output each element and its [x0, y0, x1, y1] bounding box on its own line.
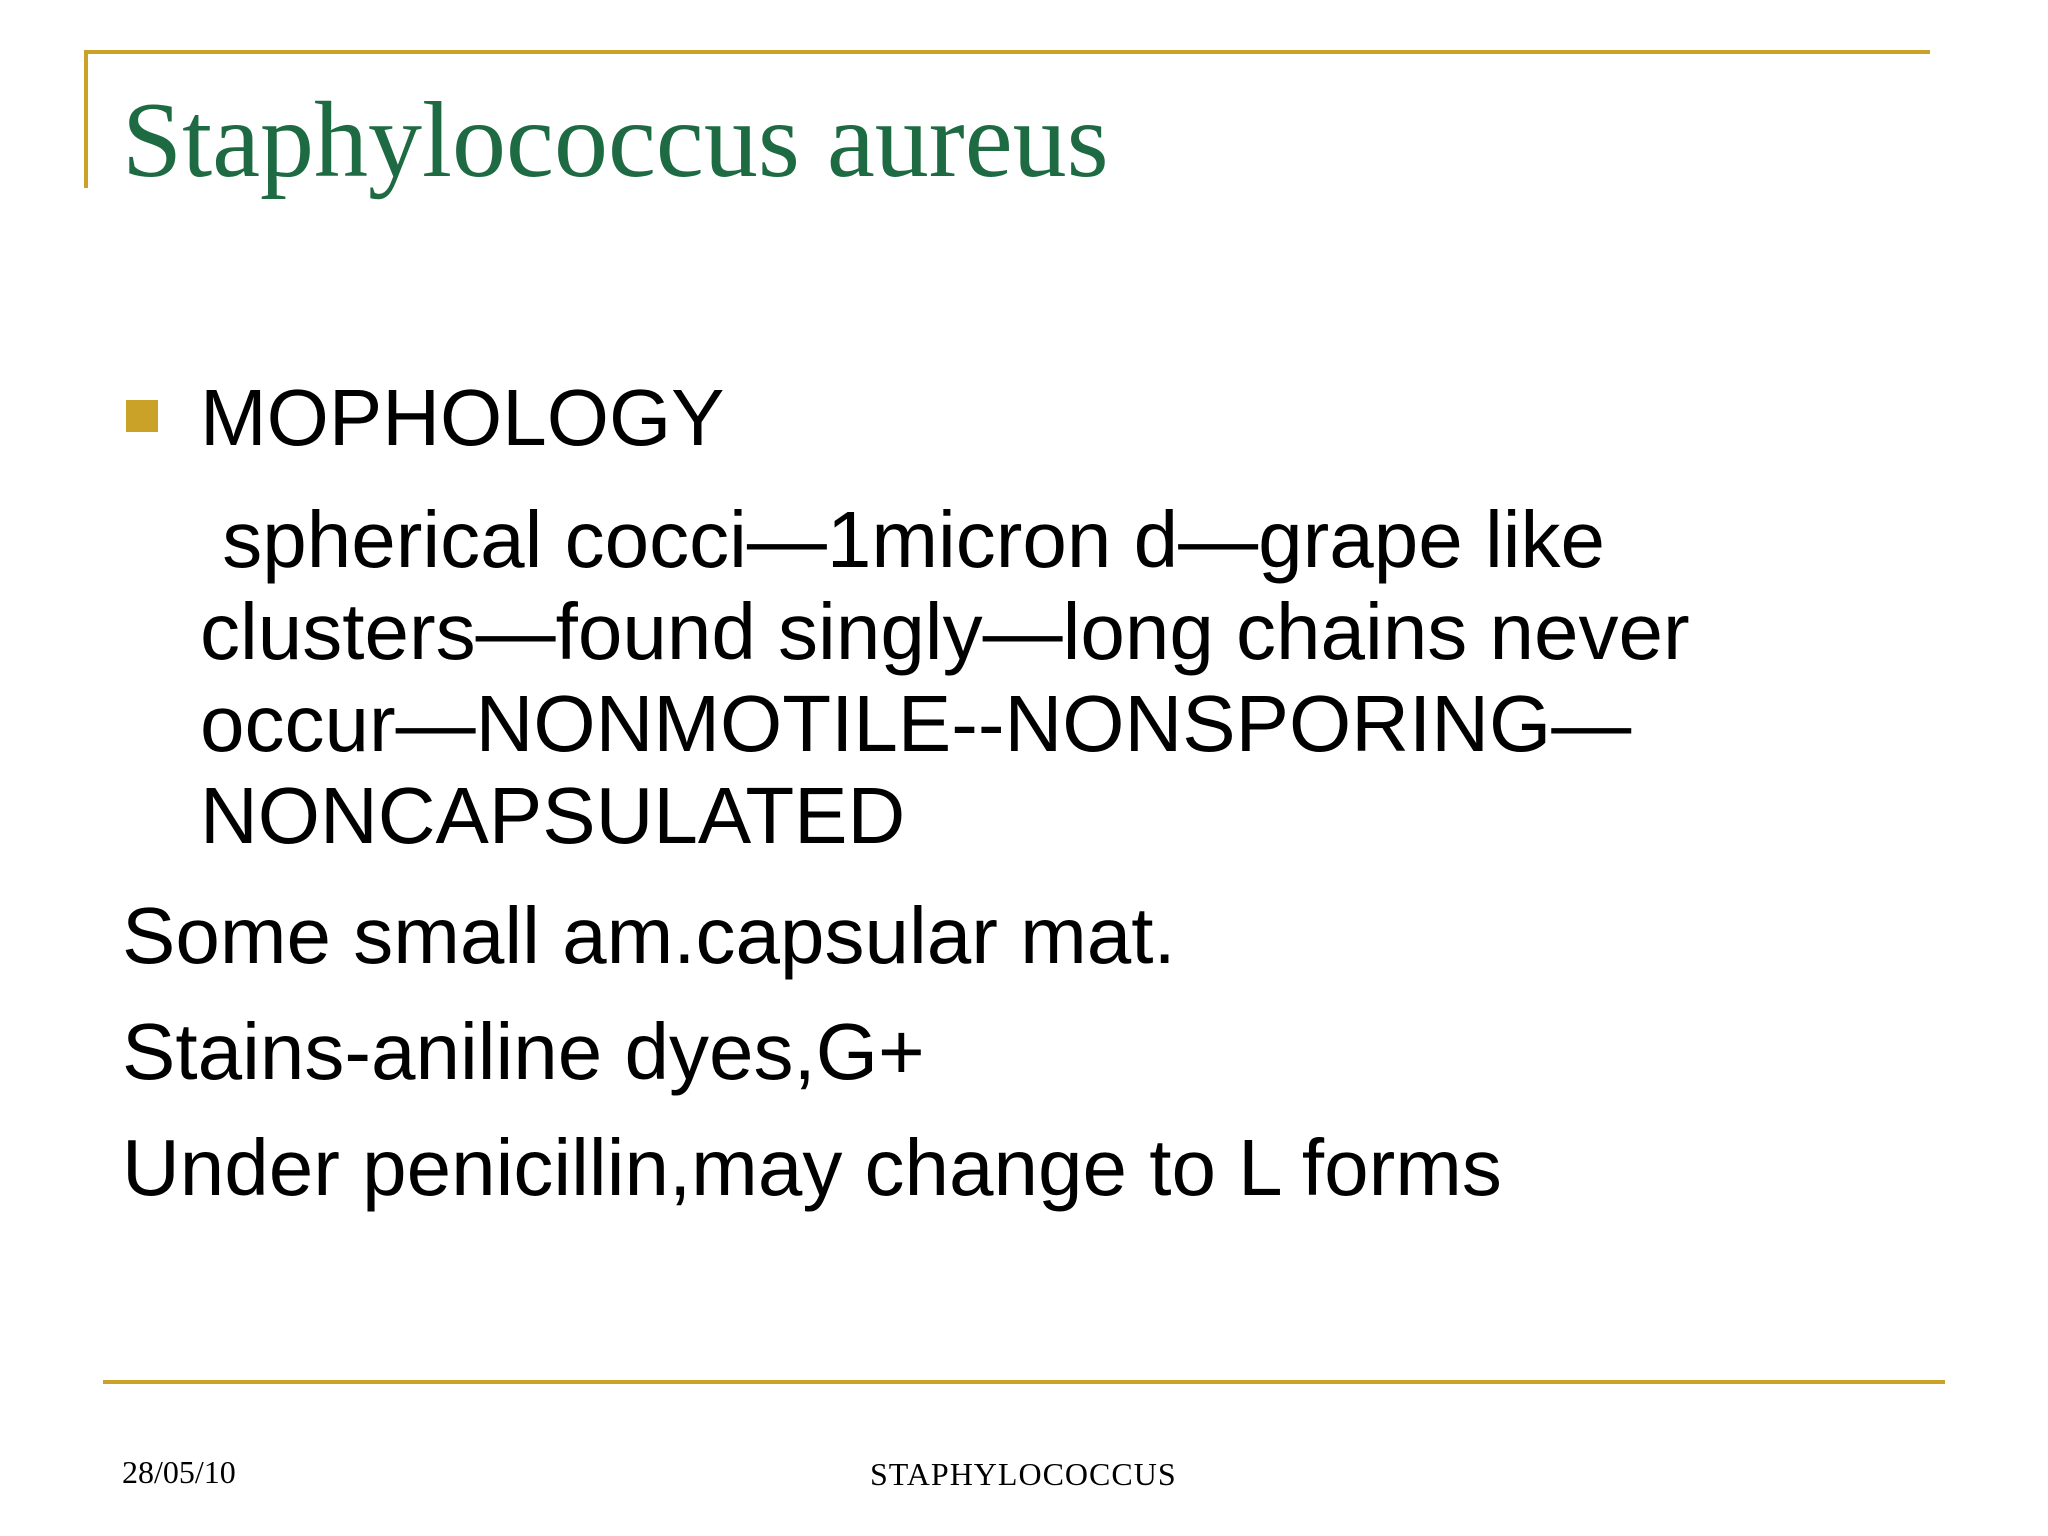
paragraph-line: clusters—found singly—long chains never — [200, 587, 1690, 676]
bullet-heading: MOPHOLOGY — [200, 373, 725, 462]
footer-divider-line — [103, 1380, 1945, 1384]
frame-left-line — [84, 50, 88, 188]
body-line: Some small am.capsular mat. — [122, 891, 1176, 980]
paragraph-line: NONCAPSULATED — [200, 771, 906, 860]
slide-title: Staphylococcus aureus — [122, 81, 1109, 200]
square-bullet-icon — [126, 400, 158, 432]
body-line: Under penicillin,may change to L forms — [122, 1123, 1502, 1212]
footer-date: 28/05/10 — [122, 1454, 236, 1490]
frame-top-line — [84, 50, 1930, 54]
footer-title: STAPHYLOCOCCUS — [870, 1456, 1177, 1492]
paragraph-line: spherical cocci—1micron d—grape like — [200, 495, 1605, 584]
paragraph-line: occur—NONMOTILE--NONSPORING— — [200, 679, 1632, 768]
body-line: Stains-aniline dyes,G+ — [122, 1007, 925, 1096]
